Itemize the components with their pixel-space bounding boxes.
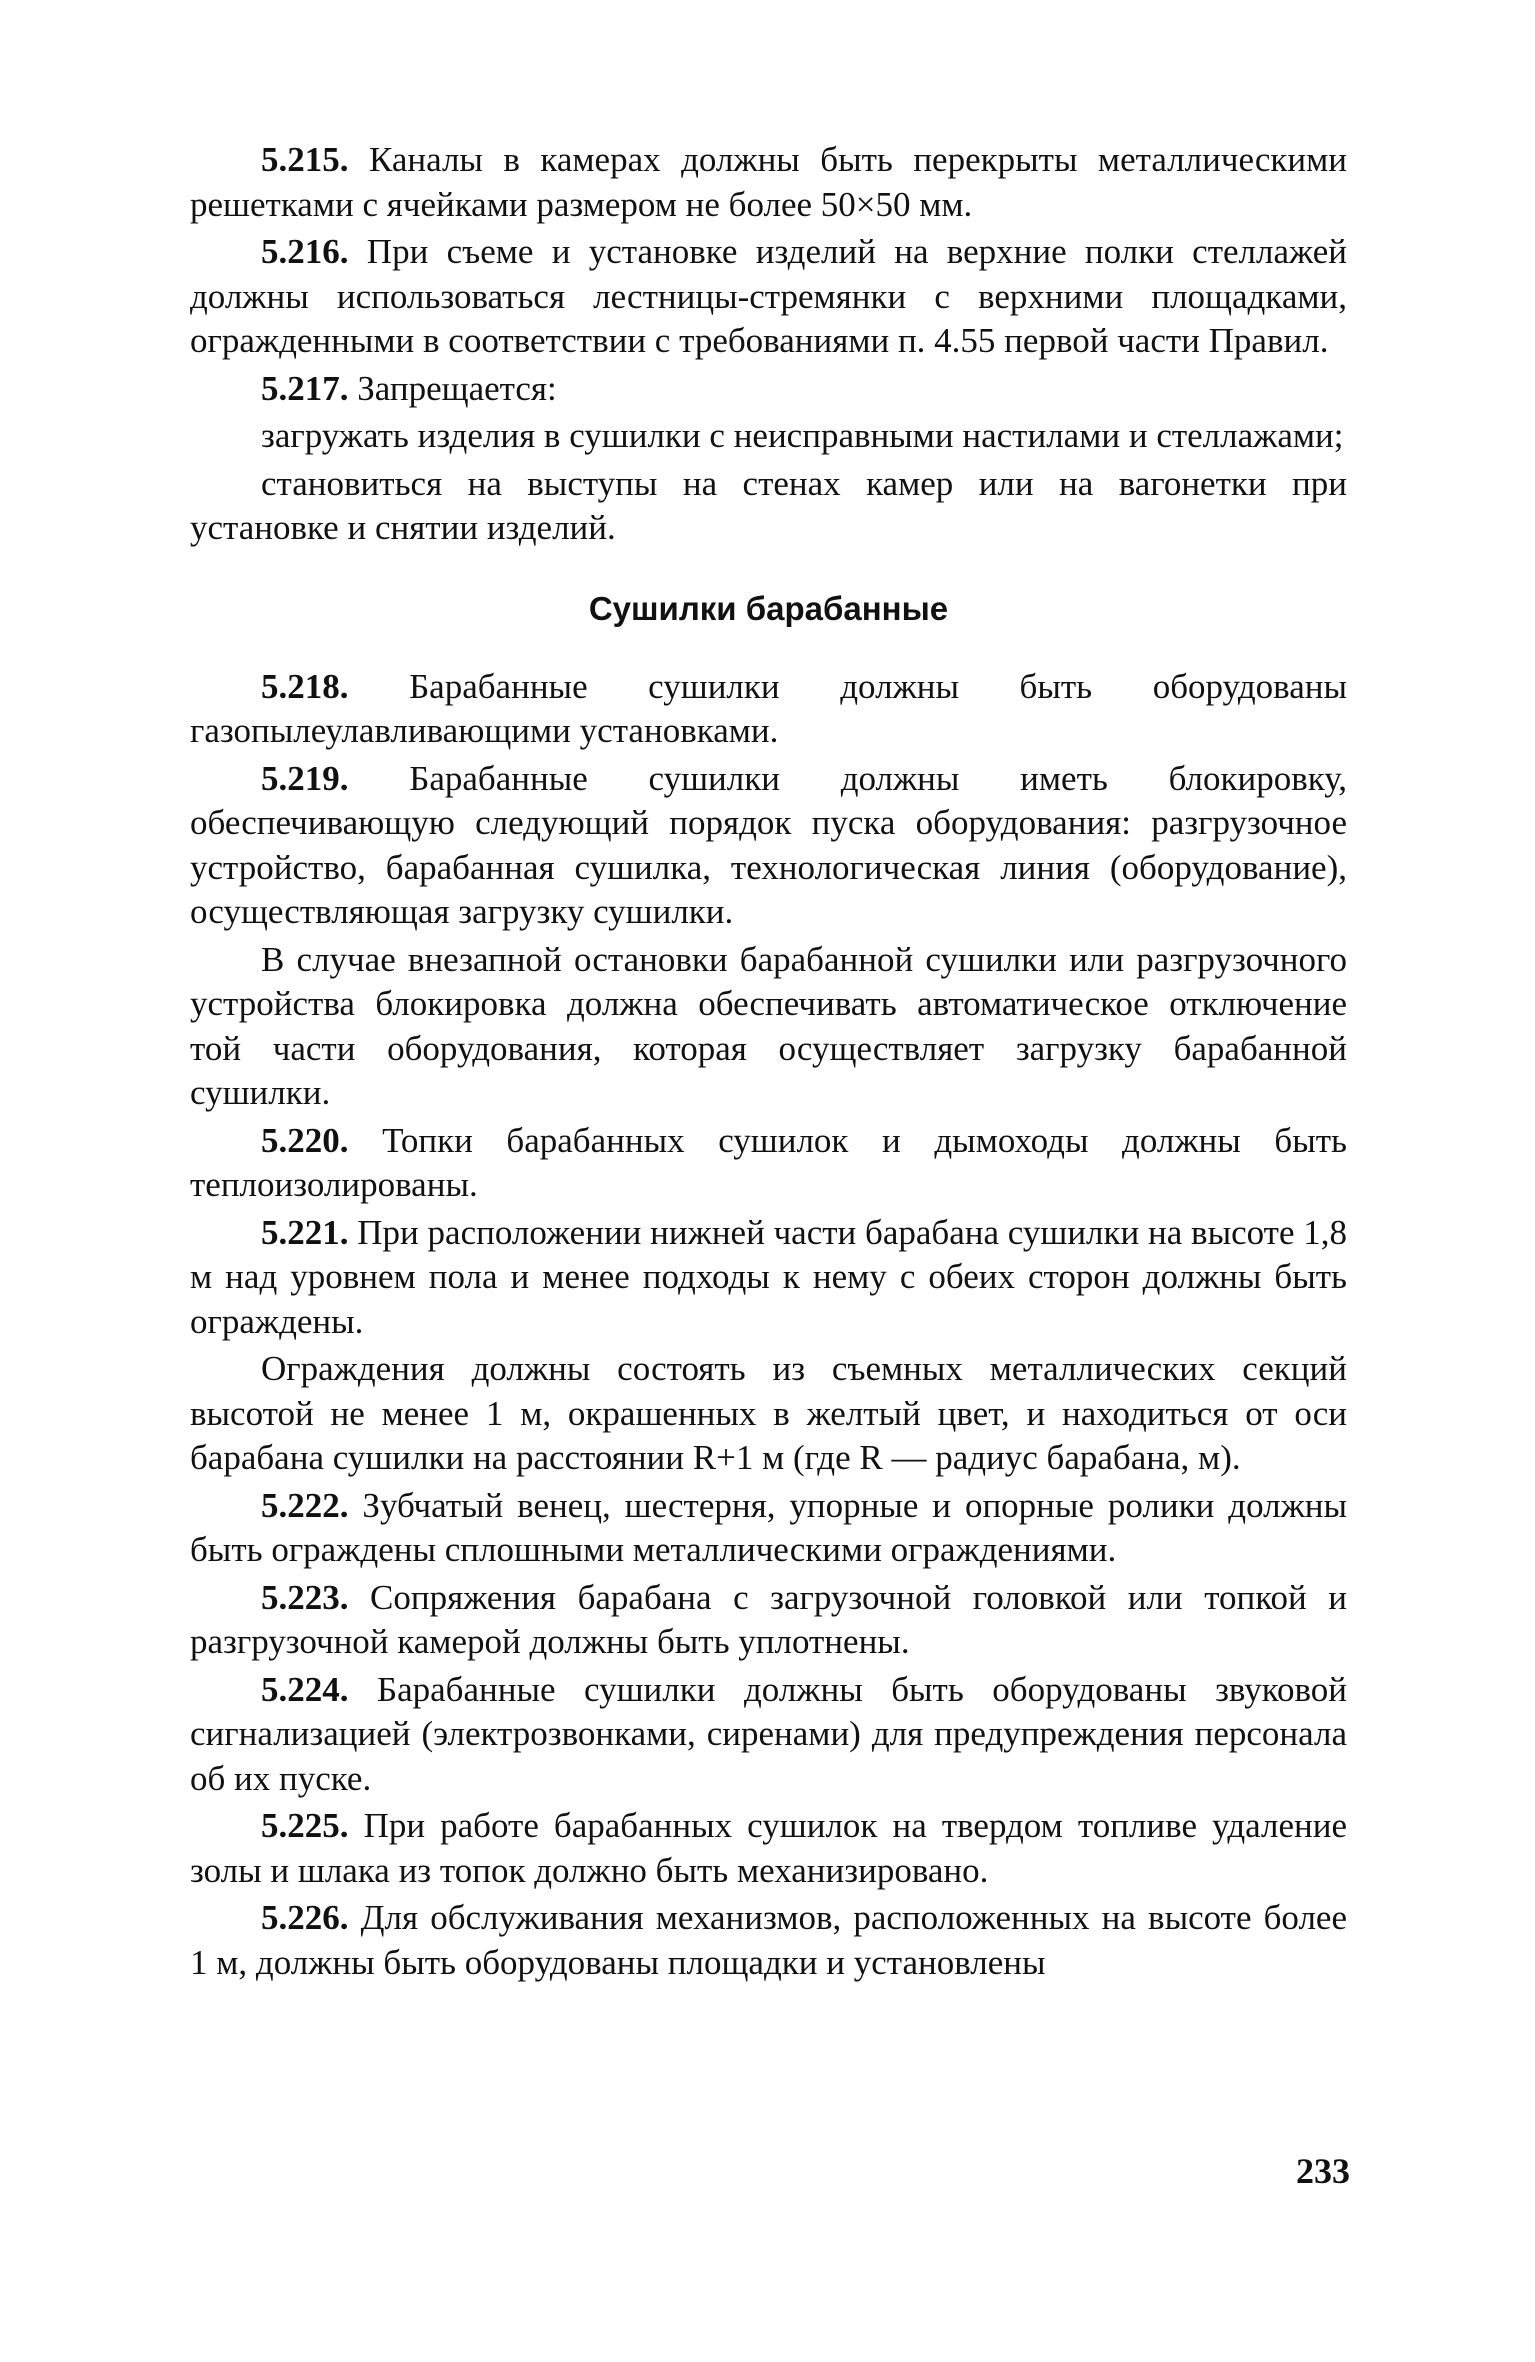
paragraph-prohibition-1 bbox=[190, 414, 1347, 459]
paragraph-5-221 bbox=[190, 1211, 1347, 1345]
clause-number: 5.217. bbox=[261, 368, 349, 408]
paragraph-5-219 bbox=[190, 757, 1347, 935]
section-heading: Сушилки барабанные bbox=[588, 589, 949, 627]
top-section bbox=[190, 138, 1347, 551]
paragraph-5-220 bbox=[190, 1119, 1347, 1208]
clause-text: При расположении нижней части барабана сушилки на высоте 1,8 м над уровнем пола и менее подходы к нему с обеих сторон должны быть ограждены. bbox=[190, 1212, 1347, 1341]
clause-number: 5.222. bbox=[261, 1485, 349, 1525]
clause-number: 5.225. bbox=[261, 1806, 349, 1845]
paragraph-5-219-cont bbox=[190, 938, 1347, 1116]
clause-number: 5.223. bbox=[261, 1577, 349, 1617]
clause-text: Барабанные сушилки должны быть оборудованы звуковой сигнализацией (электрозвонками, сиренами) для предупреждения персонала об их пуске. bbox=[190, 1669, 1347, 1798]
clause-text: становиться на выступы на стенах камер или на вагонетки при установке и снятии изделий. bbox=[190, 463, 1347, 547]
clause-text: Барабанные сушилки должны иметь блокировку, обеспечивающую следующий порядок пуска оборудования: разгрузочное устройство, барабанная сушилка, технологическая линия (оборудование), осуществляющая загрузку сушилки. bbox=[190, 758, 1347, 931]
paragraph-5-222 bbox=[190, 1484, 1347, 1573]
paragraph-5-221-cont bbox=[190, 1347, 1347, 1481]
clause-number: 5.218. bbox=[261, 666, 349, 706]
clause-text: При работе барабанных сушилок на твердом топливе удаление золы и шлака из топок должно быть механизировано. bbox=[190, 1806, 1347, 1890]
paragraph-5-226 bbox=[190, 1896, 1347, 1985]
clause-text: Для обслуживания механизмов, расположенных на высоте более 1 м, должны быть оборудованы площадки и установлены bbox=[190, 1898, 1347, 1982]
clause-text: Каналы в камерах должны быть перекрыты металлическими решетками с ячейками размером не более 50×50 мм. bbox=[190, 140, 1347, 224]
paragraph-5-215 bbox=[190, 138, 1347, 227]
clause-number: 5.215. bbox=[261, 140, 349, 179]
clause-number: 5.224. bbox=[261, 1669, 349, 1709]
paragraph-5-216 bbox=[190, 230, 1347, 364]
clause-text: Сопряжения барабана с загрузочной головкой или топкой и разгрузочной камерой должны быть уплотнены. bbox=[190, 1577, 1347, 1661]
clause-text: Топки барабанных сушилок и дымоходы должны быть теплоизолированы. bbox=[190, 1120, 1347, 1204]
document-page bbox=[190, 138, 1347, 1988]
clause-text: В случае внезапной остановки барабанной сушилки или разгрузочного устройства блокировка должна обеспечивать автоматическое отключение той части оборудования, которая осуществляет загрузку барабанной сушилки. bbox=[190, 939, 1347, 1112]
clause-text: загружать изделия в сушилки с неисправными настилами и стеллажами; bbox=[261, 416, 1344, 455]
clause-number: 5.220. bbox=[261, 1120, 349, 1160]
paragraph-5-218 bbox=[190, 665, 1347, 754]
paragraph-5-223 bbox=[190, 1576, 1347, 1665]
clause-number: 5.221. bbox=[261, 1212, 349, 1252]
page-number: 233 bbox=[1296, 2151, 1350, 2191]
clause-number: 5.219. bbox=[261, 758, 349, 798]
paragraph-prohibition-2 bbox=[190, 462, 1347, 551]
clause-number: 5.216. bbox=[261, 232, 349, 271]
clause-text: Барабанные сушилки должны быть оборудованы газопылеулавливающими установками. bbox=[190, 666, 1347, 750]
clause-number: 5.226. bbox=[261, 1898, 349, 1937]
paragraph-5-225 bbox=[190, 1804, 1347, 1893]
paragraph-5-217 bbox=[190, 367, 1347, 412]
paragraph-5-224 bbox=[190, 1668, 1347, 1802]
clause-text: Ограждения должны состоять из съемных металлических секций высотой не менее 1 м, окрашенных в желтый цвет, и находиться от оси барабана сушилки на расстоянии R+1 м (где R — радиус барабана, м). bbox=[190, 1349, 1347, 1477]
clause-text: Запрещается: bbox=[348, 368, 557, 408]
clause-text: Зубчатый венец, шестерня, упорные и опорные ролики должны быть ограждены сплошными металлическими ограждениями. bbox=[190, 1485, 1347, 1569]
clause-text: При съеме и установке изделий на верхние полки стеллажей должны использоваться лестницы-стремянки с верхними площадками, огражденными в соответствии с требованиями п. 4.55 первой части Правил. bbox=[190, 232, 1347, 360]
bottom-section bbox=[190, 665, 1347, 1986]
